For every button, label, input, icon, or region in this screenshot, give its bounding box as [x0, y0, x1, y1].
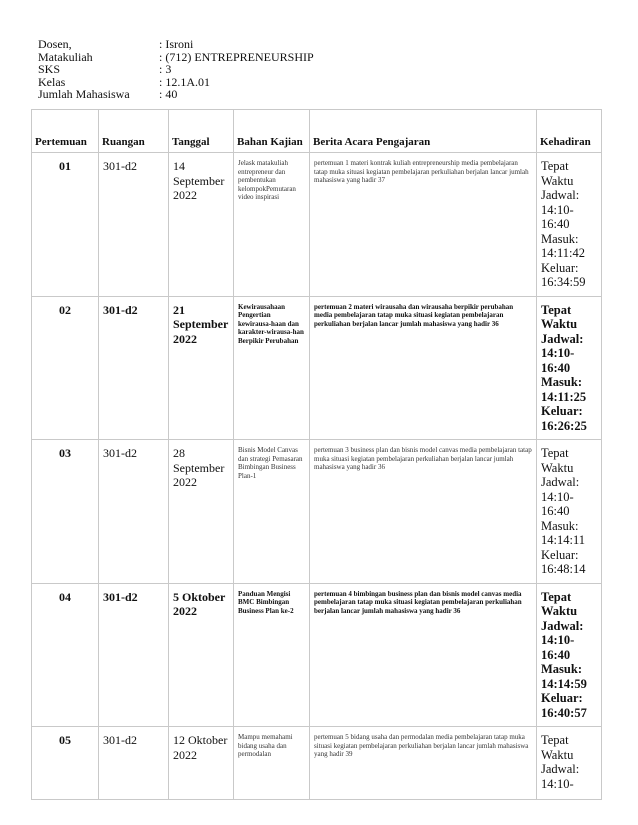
table-header-row	[32, 110, 602, 153]
teaching-log-table	[31, 109, 602, 800]
attendance: Tepat Waktu Jadwal: 14:10-	[537, 727, 602, 800]
attendance: Tepat Waktu Jadwal: 14:10-16:40 Masuk: 14:14:11 Keluar: 16:48:14	[537, 440, 602, 584]
topic: Bisnis Model Canvas dan strategi Pemasaran Bimbingan Business Plan-1	[234, 440, 310, 584]
meeting-number: 01	[32, 153, 99, 297]
info-label: Matakuliah	[38, 49, 93, 64]
topic: Panduan Mengisi BMC Bimbingan Business Plan ke-2	[234, 583, 310, 727]
info-value: : 40	[159, 87, 178, 101]
meeting-number: 02	[32, 296, 99, 440]
room: 301-d2	[99, 440, 169, 584]
attendance: Tepat Waktu Jadwal: 14:10-16:40 Masuk: 14:14:59 Keluar: 16:40:57	[537, 583, 602, 727]
date: 28 September 2022	[169, 440, 234, 584]
info-row-credits	[38, 63, 314, 76]
col-header-attendance: Kehadiran	[537, 110, 602, 153]
info-value: : Isroni	[159, 37, 194, 51]
info-label: Dosen,	[38, 37, 72, 51]
report: pertemuan 3 business plan dan bisnis model canvas media pembelajaran tatap muka situasi kegiatan pembelajaran perkuliahan berjalan lancar jumlah mahasiswa yang hadir 36	[310, 440, 537, 584]
info-value: : (712) ENTREPRENEURSHIP	[159, 49, 314, 64]
table-row	[32, 440, 602, 584]
report: pertemuan 2 materi wirausaha dan wirausaha berpikir perubahan media pembelajaran tatap muka situasi kegiatan pembelajaran perkuliahan berjalan lancar jumlah mahasiswa yang hadir 36	[310, 296, 537, 440]
table-row	[32, 153, 602, 297]
table-row	[32, 727, 602, 800]
course-info	[38, 38, 314, 101]
col-header-report: Berita Acara Pengajaran	[310, 110, 537, 153]
table-row	[32, 296, 602, 440]
info-row-lecturer	[38, 38, 314, 51]
info-label: Jumlah Mahasiswa	[38, 87, 130, 101]
date: 12 Oktober 2022	[169, 727, 234, 800]
meeting-number: 04	[32, 583, 99, 727]
topic: Mampu memahami bidang usaha dan permodalan	[234, 727, 310, 800]
report: pertemuan 1 materi kontrak kuliah entrepreneurship media pembelajaran tatap muka situasi kegiatan pembelajaran perkuliahan berjalan lancar jumlah mahasiswa yang hadir 37	[310, 153, 537, 297]
date: 14 September 2022	[169, 153, 234, 297]
info-row-students	[38, 88, 314, 101]
info-label: Kelas	[38, 74, 66, 89]
report: pertemuan 4 bimbingan business plan dan bisnis model canvas media pembelajaran tatap muka situasi kegiatan pembelajaran perkuliahan berjalan lancar jumlah mahasiswa yang hadir 36	[310, 583, 537, 727]
meeting-number: 05	[32, 727, 99, 800]
attendance: Tepat Waktu Jadwal: 14:10-16:40 Masuk: 14:11:25 Keluar: 16:26:25	[537, 296, 602, 440]
room: 301-d2	[99, 583, 169, 727]
info-label: SKS	[38, 62, 61, 76]
topic: Kewirausahaan Pengertian kewirausa-haan dan karakter-wirausa-han Berpikir Perubahan	[234, 296, 310, 440]
room: 301-d2	[99, 153, 169, 297]
col-header-date: Tanggal	[169, 110, 234, 153]
info-row-course	[38, 51, 314, 64]
meeting-number: 03	[32, 440, 99, 584]
info-value: : 3	[159, 62, 172, 76]
topic: Jelask matakuliah entrepreneur dan pembentukan kelompokPemutaran video inspirasi	[234, 153, 310, 297]
date: 5 Oktober 2022	[169, 583, 234, 727]
attendance: Tepat Waktu Jadwal: 14:10-16:40 Masuk: 14:11:42 Keluar: 16:34:59	[537, 153, 602, 297]
col-header-topic: Bahan Kajian	[234, 110, 310, 153]
report: pertemuan 5 bidang usaha dan permodalan media pembelajaran tatap muka situasi kegiatan pembelajaran perkuliahan berjalan lancar jumlah mahasiswa yang hadir 39	[310, 727, 537, 800]
date: 21 September 2022	[169, 296, 234, 440]
room: 301-d2	[99, 727, 169, 800]
col-header-meeting: Pertemuan	[32, 110, 99, 153]
table-row	[32, 583, 602, 727]
info-value: : 12.1A.01	[159, 74, 210, 89]
col-header-room: Ruangan	[99, 110, 169, 153]
room: 301-d2	[99, 296, 169, 440]
